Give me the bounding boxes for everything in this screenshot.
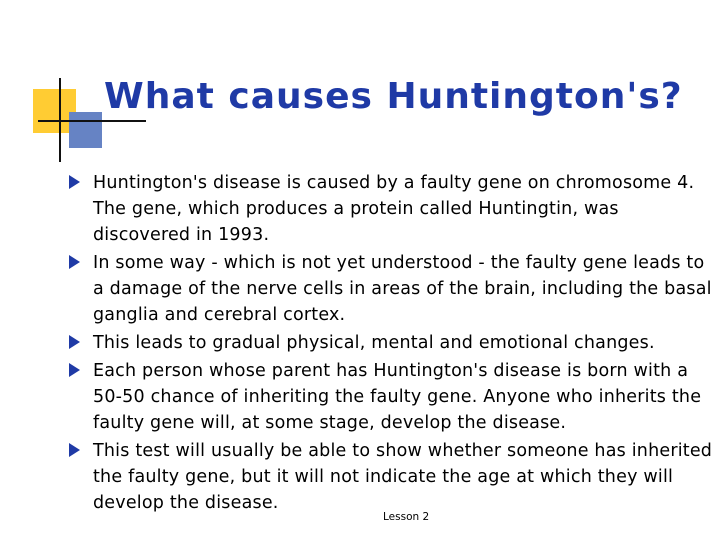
decorative-horizontal-line <box>38 120 146 122</box>
decorative-blue-square <box>69 112 102 148</box>
slide-footer: Lesson 2 <box>383 511 430 523</box>
triangle-bullet-icon <box>69 363 80 377</box>
slide-title: What causes Huntington's? <box>104 76 683 117</box>
bullet-text: Huntington's disease is caused by a faulty gene on chromosome 4. The gene, which produces a protein called Huntingtin, was discovered in 1993. <box>93 173 695 245</box>
bullet-item <box>67 438 719 516</box>
bullet-list <box>67 170 719 518</box>
triangle-bullet-icon <box>69 335 80 349</box>
triangle-bullet-icon <box>69 443 80 457</box>
bullet-item <box>67 170 719 248</box>
bullet-item <box>67 358 719 436</box>
bullet-text: This test will usually be able to show whether someone has inherited the faulty gene, but it will not indicate the age at which they will develop the disease. <box>93 441 713 513</box>
bullet-text: This leads to gradual physical, mental and emotional changes. <box>93 333 655 353</box>
bullet-item <box>67 250 719 328</box>
bullet-text: In some way - which is not yet understood - the faulty gene leads to a damage of the nerve cells in areas of the brain, including the basal ganglia and cerebral cortex. <box>93 253 712 325</box>
bullet-text: Each person whose parent has Huntington's disease is born with a 50-50 chance of inheriting the faulty gene. Anyone who inherits the faulty gene will, at some stage, develop the disease. <box>93 361 702 433</box>
bullet-item <box>67 330 719 356</box>
triangle-bullet-icon <box>69 255 80 269</box>
triangle-bullet-icon <box>69 175 80 189</box>
